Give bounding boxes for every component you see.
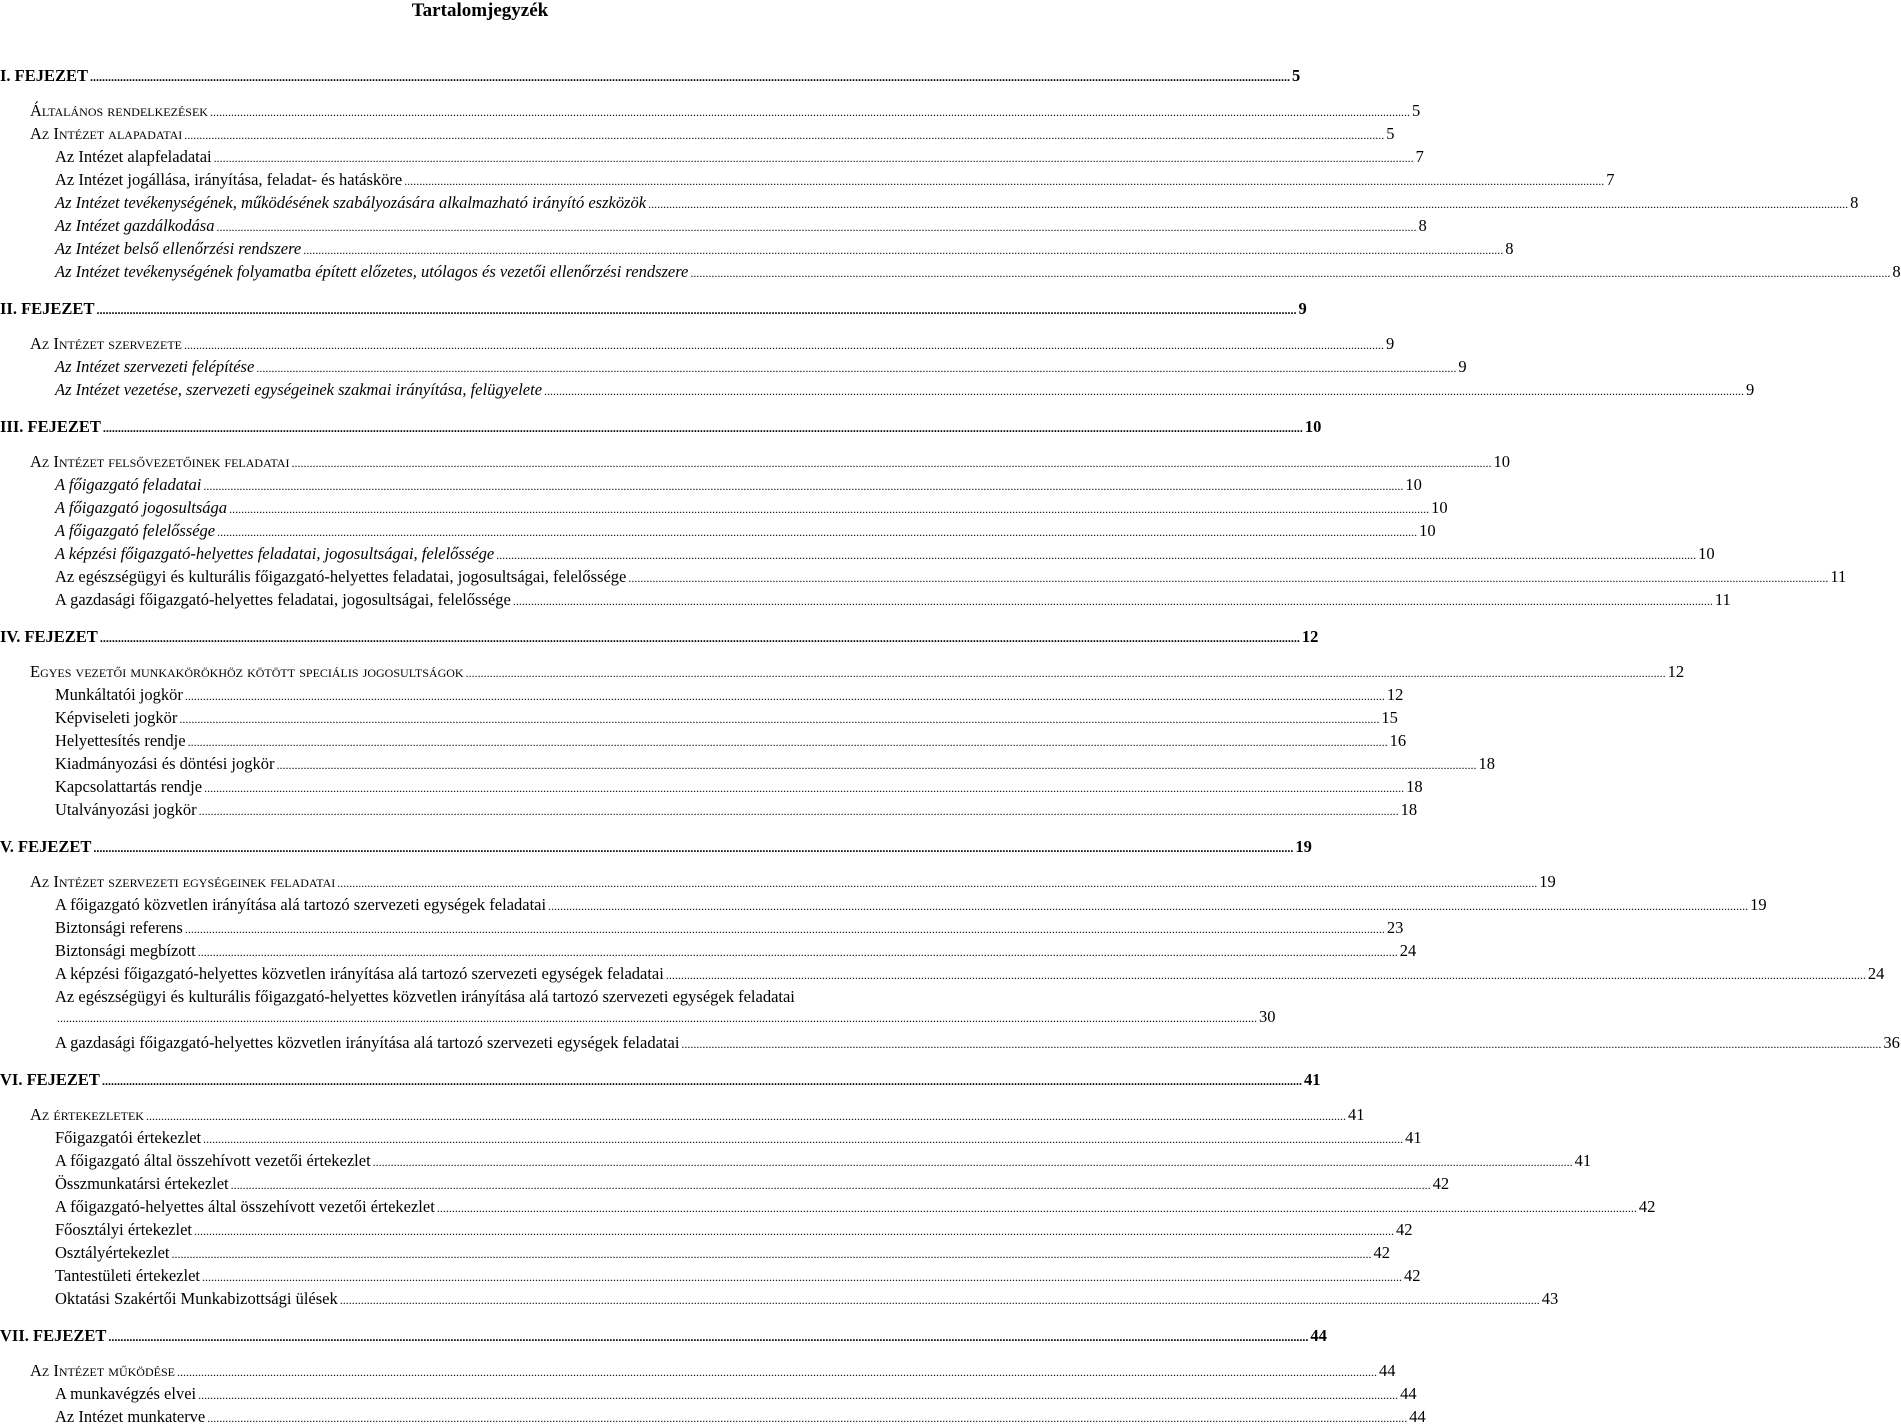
toc-page-number: 11	[1830, 567, 1847, 586]
dot-leader: ................................................................................................................................................................................................................................................................................................................................................................................................................	[213, 151, 1414, 165]
toc-page-number: 18	[1406, 777, 1423, 796]
toc-entry-title: Általános rendelkezések	[30, 101, 208, 120]
toc-entry-title: Az Intézet alapadatai	[30, 124, 183, 143]
dot-leader: ................................................................................................................................................................................................................................................................................................................................................................................................................	[207, 1411, 1408, 1425]
toc-chapter[interactable]	[0, 299, 1307, 320]
toc-subsection[interactable]	[0, 685, 1404, 706]
toc-page-number: 15	[1381, 708, 1398, 727]
toc-subsection[interactable]	[0, 987, 1276, 1028]
toc-section[interactable]	[0, 1361, 1396, 1382]
toc-page-number: 7	[1415, 147, 1424, 166]
toc-entry-title: Az egészségügyi és kulturális főigazgató-helyettes közvetlen irányítása alá tartozó szervezeti egységek feladatai	[55, 987, 795, 1006]
dot-leader: ................................................................................................................................................................................................................................................................................................................................................................................................................	[198, 1388, 1399, 1402]
toc-subsection[interactable]	[0, 544, 1715, 565]
toc-subsection[interactable]	[0, 964, 1885, 985]
dot-leader: ................................................................................................................................................................................................................................................................................................................................................................................................................	[184, 922, 1385, 936]
toc-subsection[interactable]	[0, 216, 1427, 237]
toc-entry-title: III. FEJEZET	[0, 417, 101, 436]
toc-subsection[interactable]	[0, 1174, 1450, 1195]
toc-entry-title: Utalványozási jogkör	[55, 800, 197, 819]
dot-leader: ................................................................................................................................................................................................................................................................................................................................................................................................................	[187, 735, 1388, 749]
toc-chapter[interactable]	[0, 1070, 1321, 1091]
dot-leader: ................................................................................................................................................................................................................................................................................................................................................................................................................	[216, 220, 1417, 234]
toc-entry-title: A képzési főigazgató-helyettes feladatai, jogosultságai, felelőssége	[55, 544, 495, 563]
toc-subsection[interactable]	[0, 1128, 1422, 1149]
dot-leader: ................................................................................................................................................................................................................................................................................................................................................................................................................	[665, 968, 1866, 982]
toc-page-number: 5	[1411, 101, 1421, 120]
toc-entry-title: Az Intézet gazdálkodása	[55, 216, 215, 235]
toc-page-number: 7	[1606, 170, 1615, 189]
toc-page-number: 44	[1409, 1407, 1426, 1426]
dot-leader: ................................................................................................................................................................................................................................................................................................................................................................................................................	[184, 128, 1385, 142]
toc-subsection[interactable]	[0, 1151, 1592, 1172]
dot-leader: ................................................................................................................................................................................................................................................................................................................................................................................................................	[496, 548, 1697, 562]
toc-page-number: 24	[1399, 941, 1417, 960]
toc-section[interactable]	[0, 662, 1685, 683]
toc-entry-title: Az Intézet alapfeladatai	[55, 147, 212, 166]
toc-entry-title: Az Intézet munkaterve	[55, 1407, 206, 1426]
dot-leader: ................................................................................................................................................................................................................................................................................................................................................................................................................	[372, 1155, 1573, 1169]
dot-leader: ................................................................................................................................................................................................................................................................................................................................................................................................................	[465, 666, 1666, 680]
toc-entry-title: Az Intézet szervezeti egységeinek feladatai	[30, 872, 336, 891]
dot-leader: ................................................................................................................................................................................................................................................................................................................................................................................................................	[90, 70, 1291, 84]
toc-page-number: 42	[1638, 1197, 1656, 1216]
toc-page-number: 10	[1698, 544, 1715, 563]
toc-page-number: 8	[1850, 193, 1859, 212]
toc-subsection[interactable]	[0, 1266, 1421, 1287]
toc-entry-title: Az Intézet szervezeti felépítése	[55, 357, 255, 376]
toc-page-number: 41	[1303, 1070, 1321, 1089]
toc-entry-title: A gazdasági főigazgató-helyettes közvetlen irányítása alá tartozó szervezeti egységek feladatai	[55, 1033, 680, 1052]
toc-chapter[interactable]	[0, 837, 1312, 858]
dot-leader: ................................................................................................................................................................................................................................................................................................................................................................................................................	[93, 841, 1294, 855]
toc-page-number: 5	[1292, 66, 1301, 85]
toc-chapter[interactable]	[0, 627, 1319, 648]
toc-subsection[interactable]	[0, 170, 1615, 191]
toc-page-number: 5	[1386, 124, 1395, 143]
toc-entry-title: Biztonsági megbízott	[55, 941, 196, 960]
dot-leader: ................................................................................................................................................................................................................................................................................................................................................................................................................	[256, 361, 1457, 375]
toc-page-number: 9	[1458, 357, 1467, 376]
toc-section[interactable]	[0, 452, 1510, 473]
toc-entry-title: Kiadmányozási és döntési jogkör	[55, 754, 275, 773]
dot-leader: ................................................................................................................................................................................................................................................................................................................................................................................................................	[339, 1293, 1540, 1307]
toc-chapter[interactable]	[0, 1326, 1327, 1347]
dot-leader: ................................................................................................................................................................................................................................................................................................................................................................................................................	[96, 303, 1297, 317]
toc-page-number: 42	[1403, 1266, 1421, 1285]
toc-subsection[interactable]	[0, 1243, 1391, 1264]
dot-leader: ................................................................................................................................................................................................................................................................................................................................................................................................................	[276, 758, 1477, 772]
toc-subsection[interactable]	[0, 498, 1448, 519]
dot-leader: ................................................................................................................................................................................................................................................................................................................................................................................................................	[99, 631, 1300, 645]
dot-leader: ................................................................................................................................................................................................................................................................................................................................................................................................................	[203, 479, 1404, 493]
toc-page-number: 18	[1478, 754, 1495, 773]
dot-leader: ................................................................................................................................................................................................................................................................................................................................................................................................................	[436, 1201, 1637, 1215]
dot-leader: ................................................................................................................................................................................................................................................................................................................................................................................................................	[184, 338, 1385, 352]
dot-leader: ................................................................................................................................................................................................................................................................................................................................................................................................................	[303, 243, 1504, 257]
toc-entry-title: IV. FEJEZET	[0, 627, 98, 646]
dot-leader: ................................................................................................................................................................................................................................................................................................................................................................................................................	[404, 174, 1605, 188]
toc-subsection[interactable]	[0, 1407, 1426, 1428]
dot-leader: ................................................................................................................................................................................................................................................................................................................................................................................................................	[648, 197, 1849, 211]
toc-page-number: 42	[1432, 1174, 1450, 1193]
toc-entry-title: Az Intézet vezetése, szervezeti egységeinek szakmai irányítása, felügyelete	[55, 380, 543, 399]
toc-entry-title: V. FEJEZET	[0, 837, 92, 856]
toc-entry-title: Kapcsolattartás rendje	[55, 777, 203, 796]
dot-leader: ................................................................................................................................................................................................................................................................................................................................................................................................................	[291, 456, 1492, 470]
toc-subsection[interactable]	[0, 567, 1847, 588]
dot-leader: ................................................................................................................................................................................................................................................................................................................................................................................................................	[230, 1178, 1431, 1192]
toc-section[interactable]	[0, 334, 1395, 355]
toc-page-number: 12	[1386, 685, 1404, 704]
toc-entry-title: Biztonsági referens	[55, 918, 183, 937]
toc-entry-title: A főigazgató felelőssége	[55, 521, 216, 540]
toc-entry-title: Összmunkatársi értekezlet	[55, 1174, 229, 1193]
toc-entry-title: Főigazgatói értekezlet	[55, 1128, 202, 1147]
toc-page-number: 10	[1304, 417, 1322, 436]
toc-page-number: 41	[1405, 1128, 1422, 1147]
toc-page-number: 42	[1373, 1243, 1391, 1262]
toc-page-number: 44	[1310, 1326, 1327, 1345]
dot-leader: ................................................................................................................................................................................................................................................................................................................................................................................................................	[512, 594, 1713, 608]
toc-page-number: 8	[1505, 239, 1514, 258]
toc-page-number: 8	[1892, 262, 1901, 281]
toc-entry-title: Helyettesítés rendje	[55, 731, 186, 750]
toc-entry-title: A főigazgató feladatai	[55, 475, 202, 494]
dot-leader: ................................................................................................................................................................................................................................................................................................................................................................................................................	[229, 502, 1430, 516]
toc-section[interactable]	[0, 124, 1395, 145]
toc-page-number: 9	[1298, 299, 1307, 318]
toc-subsection[interactable]	[0, 1289, 1559, 1310]
toc-page-number: 10	[1431, 498, 1448, 517]
toc-subsection[interactable]	[0, 521, 1436, 542]
toc-subsection[interactable]	[0, 239, 1514, 260]
dot-leader: ................................................................................................................................................................................................................................................................................................................................................................................................................	[101, 1074, 1302, 1088]
toc-page-number: 18	[1400, 800, 1418, 819]
dot-leader: ................................................................................................................................................................................................................................................................................................................................................................................................................	[197, 945, 1398, 959]
toc-entry-title: Az Intézet működése	[30, 1361, 175, 1380]
toc-subsection[interactable]	[0, 475, 1422, 496]
toc-subsection[interactable]	[0, 918, 1404, 939]
toc-page-number: 23	[1386, 918, 1404, 937]
toc-page-number: 10	[1405, 475, 1422, 494]
dot-leader: ................................................................................................................................................................................................................................................................................................................................................................................................................	[57, 1011, 1257, 1025]
toc-page-number: 43	[1541, 1289, 1559, 1308]
toc-entry-title: Munkáltatói jogkör	[55, 685, 183, 704]
toc-entry-title: Képviseleti jogkör	[55, 708, 178, 727]
toc-entry-title: Az Intézet szervezete	[30, 334, 183, 353]
toc-entry-title: A főigazgató által összehívott vezetői értekezlet	[55, 1151, 371, 1170]
toc-entry-title: Oktatási Szakértői Munkabizottsági ülések	[55, 1289, 338, 1308]
dot-leader: ................................................................................................................................................................................................................................................................................................................................................................................................................	[548, 899, 1749, 913]
dot-leader: ................................................................................................................................................................................................................................................................................................................................................................................................................	[176, 1365, 1377, 1379]
dot-leader: ................................................................................................................................................................................................................................................................................................................................................................................................................	[204, 781, 1405, 795]
toc-section[interactable]	[0, 1105, 1365, 1126]
dot-leader: ................................................................................................................................................................................................................................................................................................................................................................................................................	[194, 1224, 1394, 1238]
toc-page-number: 30	[1259, 1007, 1276, 1026]
dot-leader: ................................................................................................................................................................................................................................................................................................................................................................................................................	[184, 689, 1385, 703]
toc-entry-title: II. FEJEZET	[0, 299, 95, 318]
toc-entry-title: A munkavégzés elvei	[55, 1384, 197, 1403]
toc-entry-title: I. FEJEZET	[0, 66, 89, 85]
toc-chapter[interactable]	[0, 66, 1301, 87]
toc-page-number: 9	[1386, 334, 1395, 353]
toc-entry-title: VI. FEJEZET	[0, 1070, 100, 1089]
toc-entry-title: Az Intézet tevékenységének, működésének szabályozására alkalmazható irányító eszközök	[55, 193, 647, 212]
toc-section[interactable]	[0, 872, 1556, 893]
toc-subsection[interactable]	[0, 800, 1418, 821]
toc-subsection[interactable]	[0, 941, 1417, 962]
toc-page-number: 19	[1295, 837, 1312, 856]
toc-entry-title: Az értekezletek	[30, 1105, 144, 1124]
dot-leader: ................................................................................................................................................................................................................................................................................................................................................................................................................	[102, 421, 1303, 435]
dot-leader: ................................................................................................................................................................................................................................................................................................................................................................................................................	[203, 1132, 1404, 1146]
toc-subsection[interactable]	[0, 1220, 1413, 1241]
toc-subsection[interactable]	[0, 262, 1901, 283]
dot-leader: ................................................................................................................................................................................................................................................................................................................................................................................................................	[145, 1109, 1346, 1123]
toc-page-number: 10	[1419, 521, 1436, 540]
dot-leader: ................................................................................................................................................................................................................................................................................................................................................................................................................	[217, 525, 1418, 539]
toc-subsection[interactable]	[0, 708, 1398, 729]
toc-page-number: 12	[1301, 627, 1319, 646]
toc-page-number: 12	[1667, 662, 1685, 681]
toc-entry-title: A főigazgató-helyettes által összehívott vezetői értekezlet	[55, 1197, 435, 1216]
dot-leader: ................................................................................................................................................................................................................................................................................................................................................................................................................	[179, 712, 1380, 726]
toc-subsection[interactable]	[0, 1197, 1656, 1218]
toc-entry-title: Az Intézet tevékenységének folyamatba épített előzetes, utólagos és vezetői ellenőrzési rendszere	[55, 262, 689, 281]
toc-entry-title: Az Intézet belső ellenőrzési rendszere	[55, 239, 302, 258]
toc-entry-title: A gazdasági főigazgató-helyettes feladatai, jogosultságai, felelőssége	[55, 590, 511, 609]
dot-leader: ................................................................................................................................................................................................................................................................................................................................................................................................................	[198, 804, 1399, 818]
dot-leader: ................................................................................................................................................................................................................................................................................................................................................................................................................	[337, 876, 1538, 890]
toc-subsection[interactable]	[0, 1033, 1900, 1054]
dot-leader: ................................................................................................................................................................................................................................................................................................................................................................................................................	[209, 105, 1410, 119]
page-title: Tartalomjegyzék	[411, 0, 549, 21]
dot-leader: ................................................................................................................................................................................................................................................................................................................................................................................................................	[171, 1247, 1372, 1261]
toc-page-number: 44	[1400, 1384, 1417, 1403]
toc-subsection[interactable]	[0, 380, 1755, 401]
toc-page-number: 8	[1418, 216, 1427, 235]
toc-subsection[interactable]	[0, 777, 1423, 798]
toc-chapter[interactable]	[0, 417, 1322, 438]
dot-leader: ................................................................................................................................................................................................................................................................................................................................................................................................................	[681, 1037, 1882, 1051]
toc-page-number: 42	[1396, 1220, 1413, 1239]
toc-entry-title: Főosztályi értekezlet	[55, 1220, 192, 1239]
toc-entry-title: Osztályértekezlet	[55, 1243, 170, 1262]
toc-page-number: 9	[1746, 380, 1755, 399]
toc-subsection[interactable]	[0, 147, 1424, 168]
dot-leader: ................................................................................................................................................................................................................................................................................................................................................................................................................	[201, 1270, 1402, 1284]
dot-leader: ................................................................................................................................................................................................................................................................................................................................................................................................................	[544, 384, 1745, 398]
toc-entry-title: A főigazgató jogosultsága	[55, 498, 228, 517]
toc-entry-title: Az Intézet jogállása, irányítása, feladat- és hatásköre	[55, 170, 403, 189]
toc-subsection[interactable]	[0, 895, 1767, 916]
toc-page-number: 41	[1574, 1151, 1592, 1170]
dot-leader: ................................................................................................................................................................................................................................................................................................................................................................................................................	[108, 1330, 1309, 1344]
toc-entry-title: VII. FEJEZET	[0, 1326, 107, 1345]
toc-entry-title: A főigazgató közvetlen irányítása alá tartozó szervezeti egységek feladatai	[55, 895, 547, 914]
toc-entry-title: A képzési főigazgató-helyettes közvetlen irányítása alá tartozó szervezeti egységek feladatai	[55, 964, 664, 983]
toc-entry-title: Egyes vezetői munkakörökhöz kötött speciális jogosultságok	[30, 662, 464, 681]
toc-subsection[interactable]	[0, 754, 1495, 775]
dot-leader: ................................................................................................................................................................................................................................................................................................................................................................................................................	[628, 571, 1829, 585]
toc-page-number: 11	[1714, 590, 1731, 609]
toc-page-number: 10	[1493, 452, 1510, 471]
toc-entry-title: Az egészségügyi és kulturális főigazgató-helyettes feladatai, jogosultságai, felelőssége	[55, 567, 627, 586]
toc-page-number: 41	[1347, 1105, 1365, 1124]
toc-subsection[interactable]	[0, 590, 1731, 611]
toc-subsection[interactable]	[0, 193, 1859, 214]
toc-page-number: 24	[1867, 964, 1885, 983]
toc-page-number: 19	[1750, 895, 1767, 914]
toc-entry-title: Tantestületi értekezlet	[55, 1266, 200, 1285]
toc-entry-title: Az Intézet felsővezetőinek feladatai	[30, 452, 290, 471]
toc-section[interactable]	[0, 101, 1421, 122]
toc-subsection[interactable]	[0, 357, 1467, 378]
toc-page-number: 36	[1883, 1033, 1900, 1052]
toc-page-number: 16	[1389, 731, 1407, 750]
toc-subsection[interactable]	[0, 731, 1407, 752]
toc-subsection[interactable]	[0, 1384, 1417, 1405]
toc-page-number: 19	[1539, 872, 1556, 891]
dot-leader: ................................................................................................................................................................................................................................................................................................................................................................................................................	[690, 266, 1891, 280]
toc-page-number: 44	[1378, 1361, 1396, 1380]
